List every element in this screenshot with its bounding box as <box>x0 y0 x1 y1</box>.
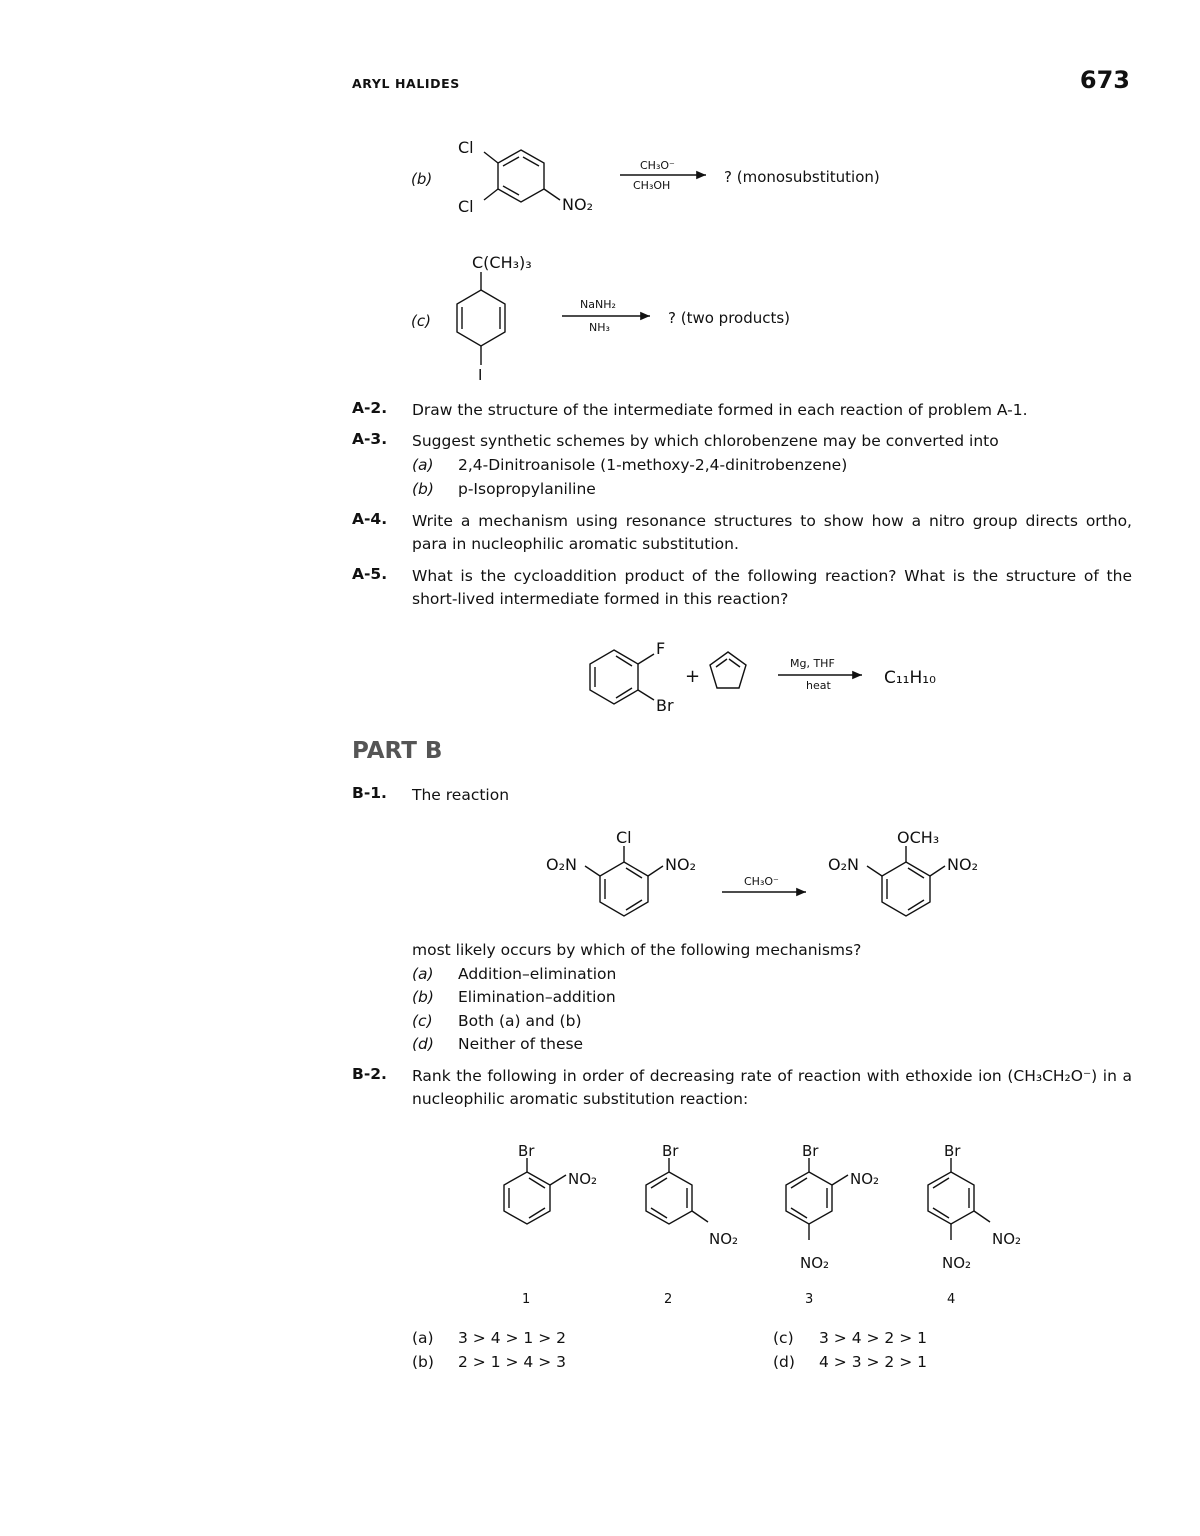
page-number: 673 <box>1079 66 1130 94</box>
b2-label: B-2. <box>352 1065 387 1083</box>
b2-c1-number: 1 <box>522 1292 531 1307</box>
part-b-title: PART B <box>352 738 443 764</box>
b2-c4-no2-meta: NO₂ <box>992 1230 1022 1248</box>
a5-bromo: Br <box>656 696 674 715</box>
a2-text: Draw the structure of the intermediate formed in each reaction of problem A-1. <box>412 401 1028 419</box>
b1-option-d-letter: (d) <box>412 1035 434 1053</box>
b2-answer-c-letter: (c) <box>773 1329 794 1347</box>
a5-cyclopentadiene <box>710 652 746 688</box>
b2-text: Rank the following in order of decreasing rate of reaction with ethoxide ion (CH₃CH₂O⁻) in a nucleophilic aromatic substitution reaction: <box>412 1067 1132 1108</box>
a3-label: A-3. <box>352 430 388 448</box>
a1b-cl-bottom: Cl <box>458 197 474 216</box>
b1-option-d <box>412 1033 583 1056</box>
b1-option-b-text: Elimination–addition <box>458 988 616 1006</box>
b2-compound-2 <box>646 1158 708 1224</box>
b2-c1-br: Br <box>518 1142 535 1160</box>
b1-option-c-letter: (c) <box>412 1012 433 1030</box>
a5-reagent-top: Mg, THF <box>790 657 835 670</box>
a3-option-a <box>412 454 847 477</box>
b1-option-d-text: Neither of these <box>458 1035 584 1053</box>
a3-option-b <box>412 478 596 501</box>
a5-plus: + <box>685 666 701 687</box>
running-head: ARYL HALIDES <box>352 76 460 91</box>
a5-text: What is the cycloaddition product of the following reaction? What is the structure of the short-lived intermediate formed in this reaction? <box>412 567 1132 608</box>
a1b-label: (b) <box>411 170 433 188</box>
b1-reagent: CH₃O⁻ <box>744 875 779 888</box>
a1b-no2: NO₂ <box>562 195 593 214</box>
a1c-reagent-bottom: NH₃ <box>589 321 610 334</box>
b1-intro: The reaction <box>412 786 510 804</box>
a1c-reagent-top: NaNH₂ <box>580 298 616 311</box>
a5-bromofluorobenzene <box>590 650 654 704</box>
a3-option-b-letter: (b) <box>412 480 434 498</box>
b1-option-b <box>412 986 616 1009</box>
b2-c4-br: Br <box>944 1142 961 1160</box>
a5-label: A-5. <box>352 565 388 583</box>
a3-option-a-letter: (a) <box>412 456 434 474</box>
b1-label: B-1. <box>352 784 387 802</box>
b2-answer-b-text: 2 > 1 > 4 > 3 <box>458 1353 566 1371</box>
b1-product-no2: NO₂ <box>947 855 978 874</box>
b2-answer-a-letter: (a) <box>412 1329 434 1347</box>
b2-answer-c <box>773 1326 927 1350</box>
a3-option-b-text: p-Isopropylaniline <box>458 480 596 498</box>
b1-option-a <box>412 963 616 986</box>
b2-c3-number: 3 <box>805 1292 814 1307</box>
b1-reactant-o2n: O₂N <box>546 855 577 874</box>
a3-text: Suggest synthetic schemes by which chlorobenzene may be converted into <box>412 432 999 450</box>
a1c-iodo: I <box>478 366 483 384</box>
a1c-result: ? (two products) <box>668 309 791 327</box>
a1c-tbutyl: C(CH₃)₃ <box>472 253 532 272</box>
a1b-reagent-bottom: CH₃OH <box>633 179 671 192</box>
a5-fluoro: F <box>656 639 666 658</box>
b1-question: most likely occurs by which of the following mechanisms? <box>412 941 862 959</box>
a1b-dichloronitrobenzene <box>484 150 560 202</box>
b2-c3-no2-ortho: NO₂ <box>850 1170 880 1188</box>
b2-answer-c-text: 3 > 4 > 2 > 1 <box>819 1329 927 1347</box>
a2-label: A-2. <box>352 399 388 417</box>
b1-option-b-letter: (b) <box>412 988 434 1006</box>
b2-compound-1 <box>504 1158 566 1224</box>
b1-product-o2n: O₂N <box>828 855 859 874</box>
a1b-cl-top: Cl <box>458 138 474 157</box>
a1c-tbutyl-iodobenzene <box>457 272 505 365</box>
b1-option-a-text: Addition–elimination <box>458 965 617 983</box>
b1-product-och3: OCH₃ <box>897 828 940 847</box>
a1b-result: ? (monosubstitution) <box>724 168 880 186</box>
b2-answer-d-letter: (d) <box>773 1353 795 1371</box>
b2-answer-a-text: 3 > 4 > 1 > 2 <box>458 1329 566 1347</box>
b2-c1-no2: NO₂ <box>568 1170 598 1188</box>
b2-answer-b-letter: (b) <box>412 1353 434 1371</box>
b1-option-c <box>412 1010 582 1033</box>
b2-compound-3 <box>786 1158 848 1240</box>
b1-reactant-no2: NO₂ <box>665 855 696 874</box>
b1-reactant-cl: Cl <box>616 828 632 847</box>
b2-answer-a <box>412 1326 566 1350</box>
a1b-reagent-top: CH₃O⁻ <box>640 159 675 172</box>
a1c-label: (c) <box>411 312 431 330</box>
a5-reagent-bottom: heat <box>806 679 831 692</box>
b1-option-a-letter: (a) <box>412 965 434 983</box>
b2-c3-no2-para: NO₂ <box>800 1254 830 1272</box>
b1-option-c-text: Both (a) and (b) <box>458 1012 582 1030</box>
a5-product: C₁₁H₁₀ <box>884 668 936 688</box>
b2-c4-no2-para: NO₂ <box>942 1254 972 1272</box>
b2-answer-b <box>412 1350 566 1374</box>
b2-c4-number: 4 <box>947 1292 956 1307</box>
b2-answer-d <box>773 1350 927 1374</box>
b2-c2-number: 2 <box>664 1292 673 1307</box>
b2-c2-br: Br <box>662 1142 679 1160</box>
b2-c2-no2: NO₂ <box>709 1230 739 1248</box>
a4-label: A-4. <box>352 510 388 528</box>
b1-product-ring <box>867 846 945 916</box>
b2-c3-br: Br <box>802 1142 819 1160</box>
a3-option-a-text: 2,4-Dinitroanisole (1-methoxy-2,4-dinitrobenzene) <box>458 456 848 474</box>
b2-compound-4 <box>928 1158 990 1240</box>
b2-answer-d-text: 4 > 3 > 2 > 1 <box>819 1353 927 1371</box>
a4-text: Write a mechanism using resonance structures to show how a nitro group directs ortho, para in nucleophilic aromatic substitution. <box>412 512 1132 553</box>
b1-reactant-ring <box>585 846 663 916</box>
